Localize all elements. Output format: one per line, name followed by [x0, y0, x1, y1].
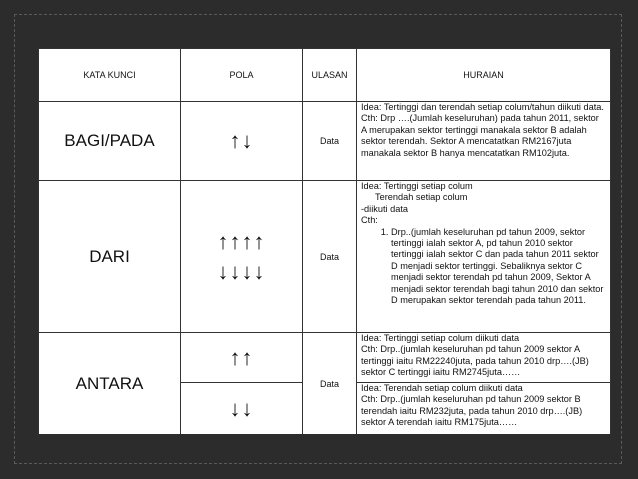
- header-kata-kunci: KATA KUNCI: [39, 49, 181, 102]
- keyword-dari: DARI: [39, 181, 181, 333]
- arrows-up-icon: ↑↑: [181, 333, 303, 383]
- arrows-down-icon: ↓↓: [181, 383, 303, 435]
- huraian-cell: [357, 181, 611, 333]
- huraian-example: Cth: Drp ….(Jumlah keseluruhan) pada tahun 2011, sektor A merupakan sektor tertinggi manakala sektor B adalah sektor terendah. Sektor A mencatatkan RM2167juta manakala sektor B hanya mencatatkan RM102juta.: [361, 113, 599, 158]
- header-ulasan: ULASAN: [303, 49, 357, 102]
- document-sheet: [38, 48, 611, 434]
- arrow-up-down-icon: ↑↓: [181, 102, 303, 181]
- huraian-cell-lower: [357, 383, 611, 435]
- huraian-cell: [357, 102, 611, 181]
- huraian-idea: Idea: Tertinggi setiap colum diikuti data: [361, 333, 520, 343]
- huraian-idea: Idea: Terendah setiap colum diikuti data: [361, 383, 523, 393]
- keyword-antara: ANTARA: [39, 333, 181, 435]
- header-pola: POLA: [181, 49, 303, 102]
- huraian-list: [361, 227, 606, 307]
- huraian-idea: Idea: Tertinggi dan terendah setiap colum/tahun diikuti data.: [361, 102, 604, 112]
- arrows-up-icon: ↑↑↑↑: [217, 228, 266, 254]
- ulasan-cell: Data: [303, 102, 357, 181]
- keyword-table: [38, 48, 611, 434]
- table-header-row: [39, 49, 611, 102]
- list-item: 1. Drp..(jumlah keseluruhan pd tahun 2009, sektor tertinggi ialah sektor A, pd tahun 2010 sektor tertinggi ialah sektor C dan pada tahun 2011 sektor D menjadi sektor tertinggi. Sebaliknya sektor C menjadi sektor terendah pd tahun 2009, Sektor A menjadi sektor terendah bagi tahun 2010 dan sektor D merupakan sektor terendah pada tahun 2011.: [391, 227, 606, 307]
- ulasan-cell: Data: [303, 333, 357, 435]
- huraian-idea-cont: Terendah setiap colum: [375, 192, 468, 203]
- keyword-bagi-pada: BAGI/PADA: [39, 102, 181, 181]
- ulasan-cell: Data: [303, 181, 357, 333]
- huraian-example: Cth: Drp..(jumlah keseluruhan pd tahun 2009 sektor A tertinggi iaitu RM22240juta, pada tahun 2010 drp….(JB) sektor C tertinggi iaitu RM2745juta……: [361, 344, 589, 378]
- huraian-idea: Idea: Tertinggi setiap colum: [361, 181, 473, 191]
- table-row-dari: [39, 181, 611, 333]
- huraian-example: Cth: Drp..(jumlah keseluruhan pd tahun 2009 sektor B terendah iaitu RM232juta, pada tahun 2010 drp….(JB) sektor A terendah iaitu RM175juta……: [361, 394, 583, 428]
- arrows-down-icon: ↓↓↓↓: [217, 258, 266, 284]
- table-row-bagi-pada: [39, 102, 611, 181]
- header-huraian: HURAIAN: [357, 49, 611, 102]
- arrows-cell: [181, 181, 303, 333]
- huraian-cell-upper: [357, 333, 611, 383]
- huraian-note: -diikuti data: [361, 203, 408, 214]
- huraian-cth: Cth:: [361, 215, 378, 226]
- table-row-antara: [39, 333, 611, 383]
